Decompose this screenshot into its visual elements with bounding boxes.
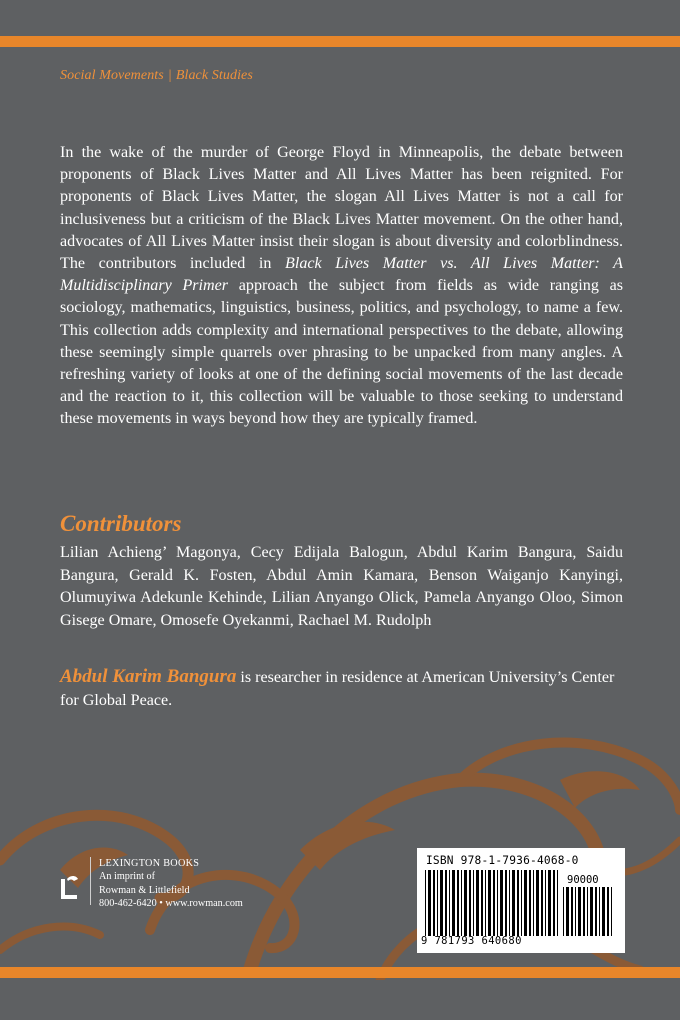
price-addon-bars	[563, 887, 615, 936]
publisher-parent: Rowman & Littlefield	[99, 884, 190, 896]
price-code: 90000	[567, 874, 599, 886]
publisher-imprint-line: An imprint of	[99, 871, 156, 883]
ean-barcode-bars	[425, 870, 561, 936]
barcode-bar	[428, 870, 431, 936]
barcode-bar	[536, 870, 539, 936]
barcode-bar	[607, 887, 609, 936]
description-text-1: In the wake of the murder of George Floyd in Minneapolis, the debate between proponents of Black Lives Matter and All Lives Matter has been reignited. For proponents of Black Lives Matter, the slogan All Lives Matter is not a call for inclusiveness but a criticism of the Black Lives Matter movement. On the other hand, advocates of All Lives Matter insist their slogan is about diversity and colorblindness. The contributors included in	[60, 144, 623, 273]
publisher-website: www.rowman.com	[165, 898, 243, 910]
barcode-bar	[452, 870, 455, 936]
barcode-bar	[602, 887, 605, 936]
barcode-bar	[476, 870, 479, 936]
barcode-bar	[599, 887, 600, 936]
barcode-bar	[512, 870, 515, 936]
barcode-bar	[500, 870, 503, 936]
publisher-logo-icon	[58, 857, 91, 905]
barcode-bar	[517, 870, 519, 936]
barcode-bar	[425, 870, 426, 936]
barcode-bar	[575, 887, 576, 936]
barcode-bar	[553, 870, 555, 936]
category-secondary: Black Studies	[175, 68, 253, 83]
barcode-bar	[440, 870, 443, 936]
barcode-bar	[473, 870, 474, 936]
barcode-bar	[571, 887, 573, 936]
barcode-bar	[545, 870, 546, 936]
publisher-phone: 800-462-6420	[99, 898, 157, 910]
barcode-bar	[464, 870, 467, 936]
barcode-bar	[497, 870, 498, 936]
publisher-name: LEXINGTON BOOKS	[99, 858, 200, 869]
isbn-barcode	[417, 848, 625, 953]
barcode-bar	[445, 870, 447, 936]
barcode-bar	[611, 887, 612, 936]
ean-digits: 9 781793 640680	[421, 935, 522, 947]
book-title: Black Lives Matter vs. All Lives Matter: A Multidisciplinary Primer	[60, 255, 623, 295]
barcode-bar	[481, 870, 483, 936]
category-separator: |	[167, 68, 172, 83]
category-line	[60, 68, 253, 84]
barcode-bar	[529, 870, 531, 936]
barcode-bar	[566, 887, 569, 936]
barcode-bar	[433, 870, 435, 936]
contributors-list: Lilian Achieng’ Magonya, Cecy Edijala Balogun, Abdul Karim Bangura, Saidu Bangura, Gerald K. Fosten, Abdul Amin Kamara, Benson Waiganjo Kanyingi, Olumuyiwa Adekunle Kehinde, Lilian Anyango Olick, Pamela Anyango Oloo, Simon Gisege Omare, Omosefe Oyekanmi, Rachael M. Rudolph	[60, 544, 623, 629]
author-bio-text: is researcher in residence at American University’s Center for Global Peace.	[60, 669, 615, 709]
barcode-bar	[563, 887, 564, 936]
barcode-bar	[590, 887, 593, 936]
description-text-2: approach the subject from fields as wide ranging as sociology, mathematics, linguistics, business, politics, and psychology, to name a few. This collection adds complexity and international perspectives to the debate, allowing these seemingly simple quarrels over phrasing to be unpacked from many angles. A refreshing variety of looks at one of the defining social movements of the last decade and the reaction to it, this collection will be valuable to those seeking to understand these movements in ways beyond how they are typically framed.	[60, 277, 623, 428]
barcode-bar	[578, 887, 581, 936]
barcode-bar	[457, 870, 459, 936]
barcode-bar	[485, 870, 486, 936]
barcode-bar	[541, 870, 543, 936]
barcode-bar	[488, 870, 491, 936]
isbn-text: ISBN 978-1-7936-4068-0	[426, 854, 579, 867]
barcode-bar	[461, 870, 462, 936]
publisher-block	[58, 857, 243, 911]
barcode-bar	[449, 870, 450, 936]
barcode-bar	[595, 887, 597, 936]
author-bio	[60, 666, 623, 712]
author-name: Abdul Karim Bangura	[60, 666, 237, 687]
category-primary: Social Movements	[60, 68, 164, 83]
contributors-heading: Contributors	[60, 511, 182, 536]
barcode-bar	[493, 870, 495, 936]
barcode-bar	[587, 887, 588, 936]
book-description	[60, 142, 623, 431]
barcode-bar	[469, 870, 471, 936]
bottom-accent-stripe	[0, 967, 680, 978]
barcode-bar	[557, 870, 558, 936]
barcode-bar	[509, 870, 510, 936]
barcode-bar	[521, 870, 522, 936]
barcode-bar	[437, 870, 438, 936]
barcode-bar	[548, 870, 551, 936]
barcode-bar	[524, 870, 527, 936]
contact-bullet: •	[159, 898, 163, 910]
barcode-bar	[505, 870, 507, 936]
barcode-bar	[583, 887, 585, 936]
publisher-contact	[99, 897, 243, 910]
top-accent-stripe	[0, 36, 680, 47]
barcode-bar	[533, 870, 534, 936]
